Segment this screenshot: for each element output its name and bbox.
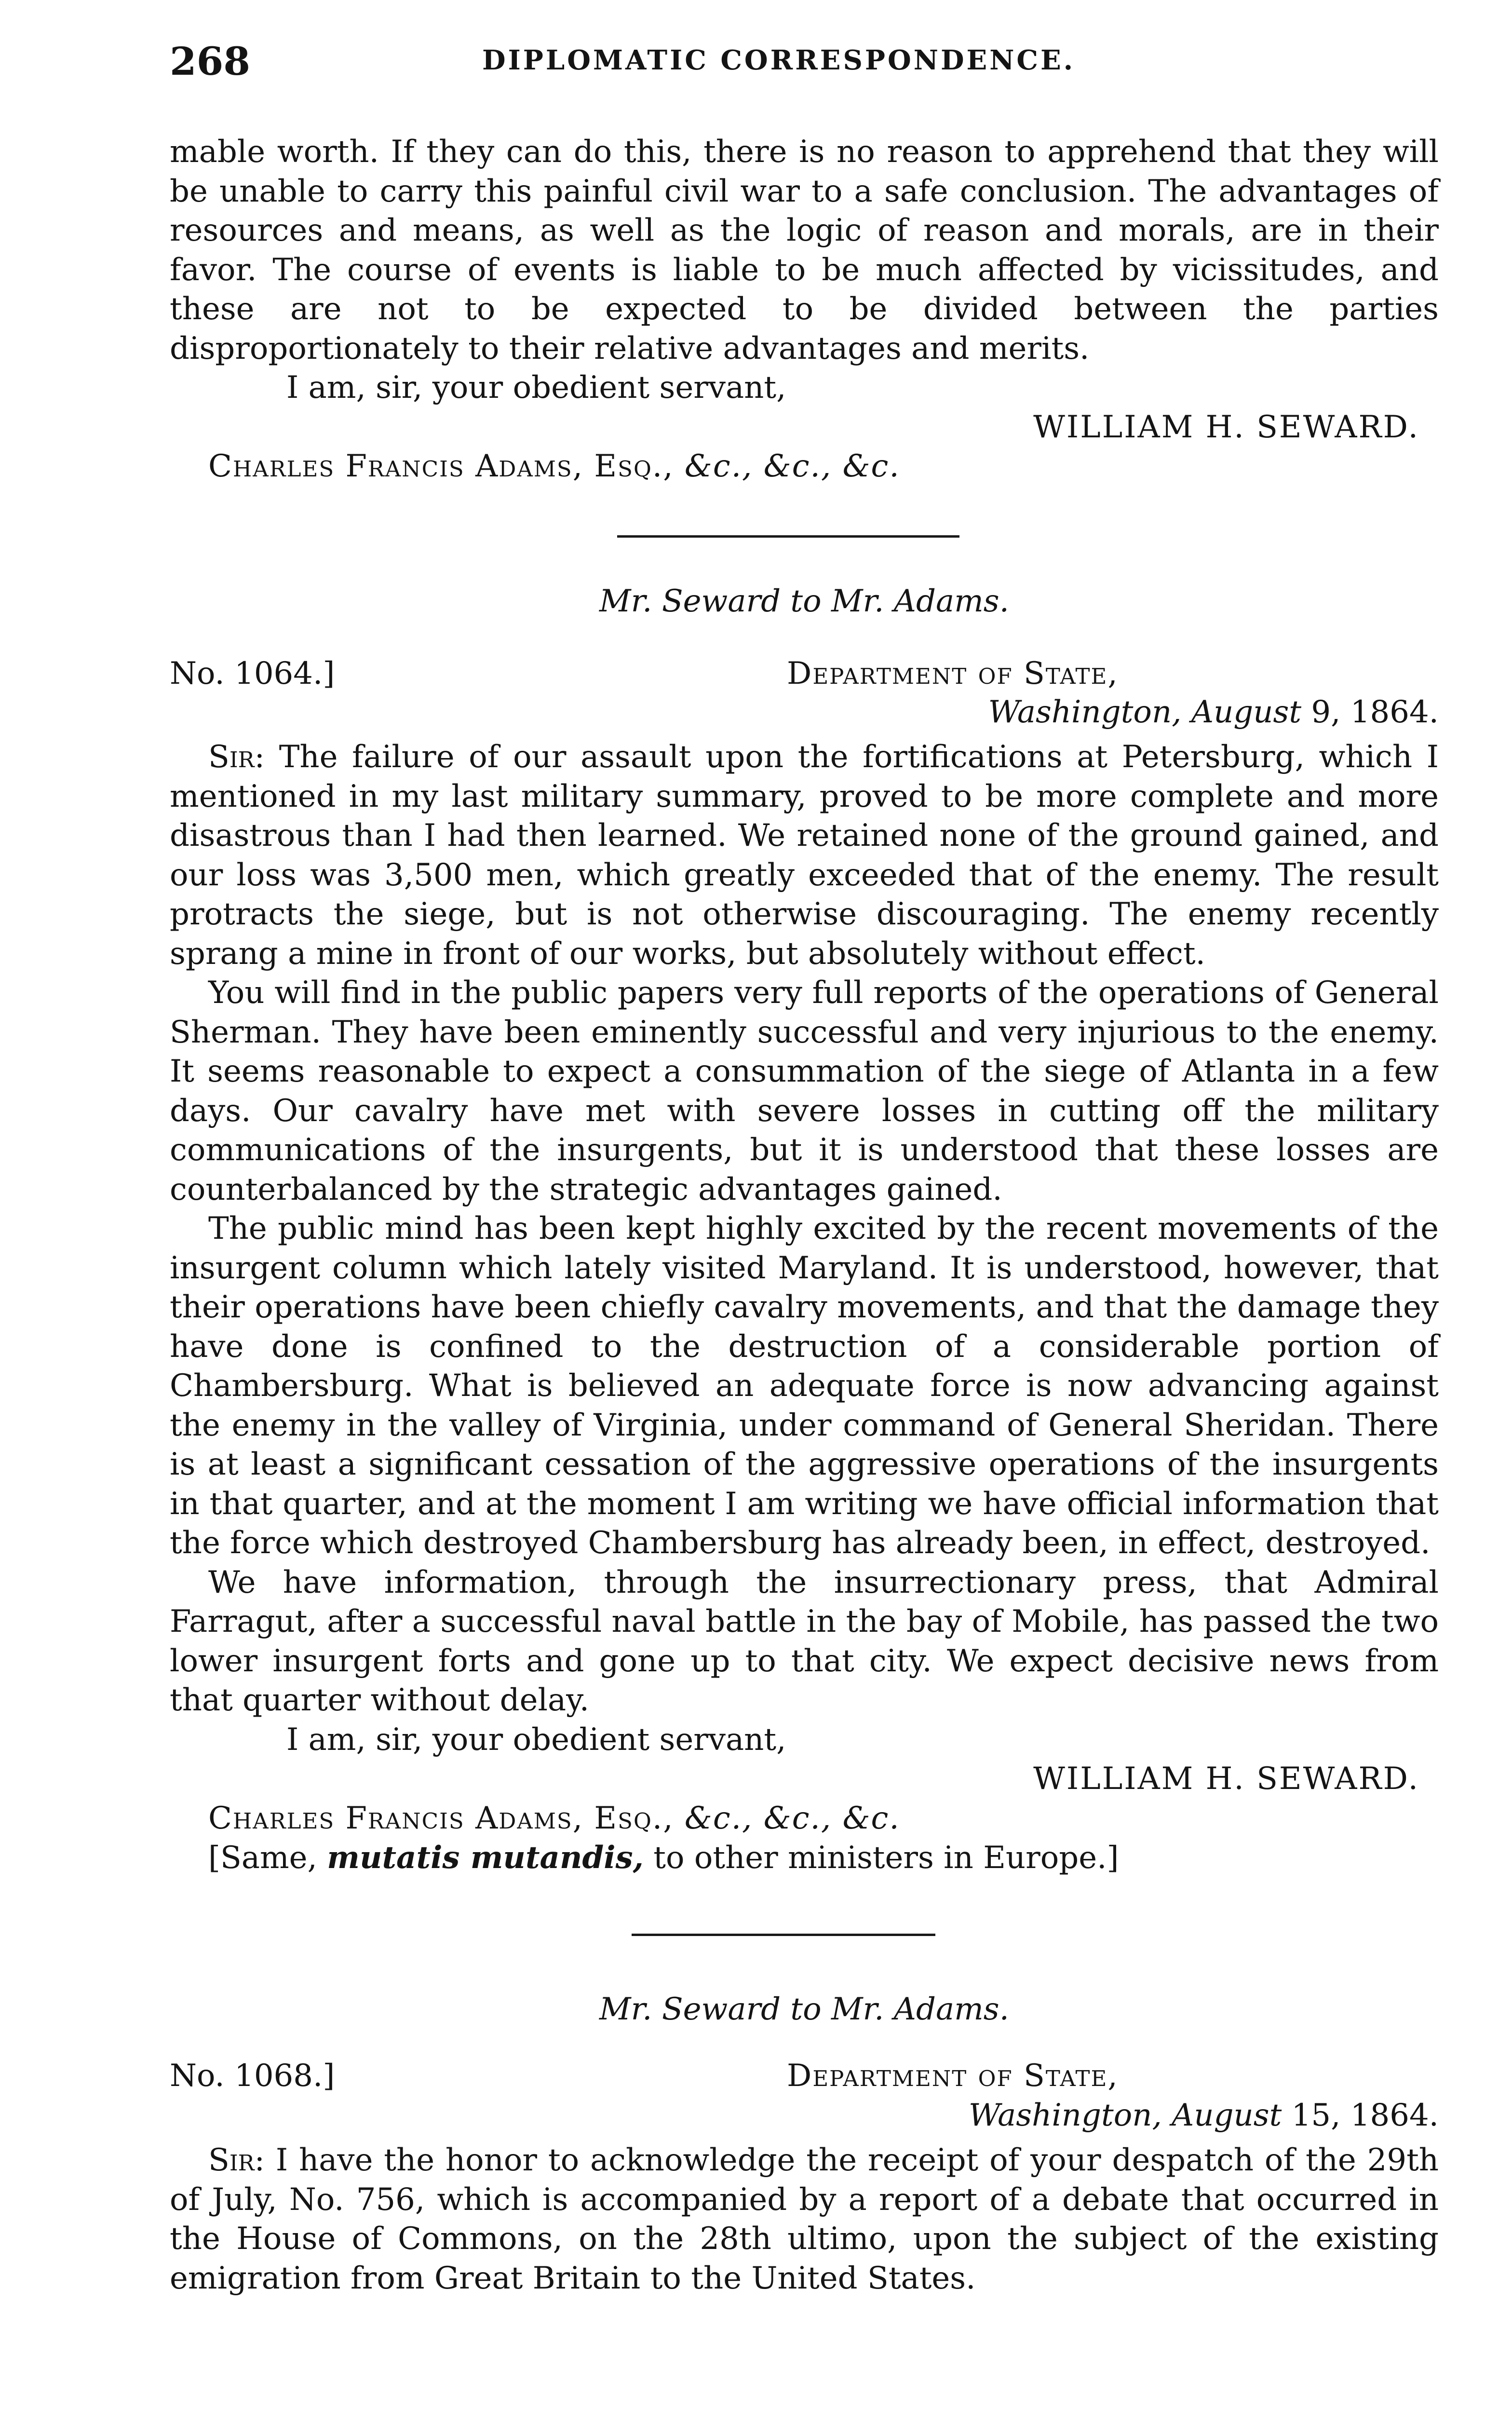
dateline-day-year: 9, 1864. [1311, 694, 1439, 730]
dateline-day-year: 15, 1864. [1291, 2098, 1439, 2133]
signature: WILLIAM H. SEWARD. [1033, 409, 1419, 445]
signature: WILLIAM H. SEWARD. [1033, 1761, 1419, 1797]
addressee-etc: &c., &c., &c. [684, 1800, 900, 1836]
salutation: Sir: [208, 739, 265, 775]
paragraph-text: I have the honor to acknowledge the receipt of your despatch of the 29th of July, No. 756, which is accompanied by a report of a debate that occurred in the House of Commons, on the 28th ultimo, upon the subject of the existing emigration from Great Britain to the United States. [170, 2142, 1439, 2296]
addressee-name: Charles Francis Adams, Esq., [208, 1800, 674, 1836]
letter-number: No. 1068.] [170, 2058, 335, 2094]
addressee-name: Charles Francis Adams, Esq., [208, 448, 674, 484]
dateline [170, 694, 1439, 734]
section-divider [617, 535, 959, 538]
editorial-note [170, 1838, 1439, 1878]
note-italic: mutatis mutandis, [327, 1840, 644, 1876]
letter-paragraph [170, 2141, 1439, 2298]
running-head: DIPLOMATIC CORRESPONDENCE. [482, 44, 1076, 76]
addressee [170, 1799, 1439, 1839]
section-divider [632, 1934, 935, 1936]
paragraph-text: The failure of our assault upon the fortifications at Petersburg, which I mentioned in my last military summary, proved to be more complete and more disastrous than I had then learned. We retained none of the ground gained, and our loss was 3,500 men, which greatly exceeded that of the enemy. The result protracts the siege, but is not otherwise discouraging. The enemy recently sprang a mine in front of our works, but absolutely without effect. [170, 739, 1439, 972]
letter-body [170, 738, 1439, 1878]
addressee-etc: &c., &c., &c. [684, 448, 900, 484]
page-number: 268 [170, 39, 250, 84]
department: Department of State, [787, 656, 1119, 691]
letter-paragraph [170, 738, 1439, 974]
closing-line: I am, sir, your obedient servant, [286, 1721, 786, 1758]
letter-paragraph: The public mind has been kept highly excited by the recent movements of the insurgent column which lately visited Maryland. It is understood, however, that their operations have been chiefly cavalry movements, and that the damage they have done is confined to the destruction of a considerable portion of Chambersburg. What is believed an adequate force is now advancing against the enemy in the valley of Virginia, under command of General Sheridan. There is at least a significant cessation of the aggressive operations of the insurgents in that quarter, and at the moment I am writing we have official information that the force which destroyed Chambersburg has already been, in effect, destroyed. [170, 1211, 1439, 1561]
dateline-place: Washington, [988, 694, 1182, 730]
dateline [170, 2098, 1439, 2137]
letter-heading: Mr. Seward to Mr. Adams. [599, 1991, 1009, 2027]
closing-line: I am, sir, your obedient servant, [286, 370, 786, 406]
letter-paragraph: You will find in the public papers very full reports of the operations of General Sherman. They have been eminently successful and very injurious to the enemy. It seems reasonable to expect a consummation of the siege of Atlanta in a few days. Our cavalry have met with severe losses in cutting off the military communications of the insurgents, but it is understood that these losses are counterbalanced by the strategic advantages gained. [170, 975, 1439, 1207]
letter-body [170, 2141, 1439, 2298]
dateline-month: August [1191, 694, 1302, 730]
addressee [170, 447, 1439, 487]
note-start: [Same, [208, 1840, 317, 1876]
letter-heading: Mr. Seward to Mr. Adams. [599, 583, 1009, 619]
letter-number-row [170, 2058, 1439, 2098]
dateline-place: Washington, [968, 2098, 1162, 2133]
note-end: to other ministers in Europe.] [653, 1840, 1119, 1876]
letter-number: No. 1064.] [170, 656, 335, 691]
department: Department of State, [787, 2058, 1119, 2094]
continuation-paragraph: mable worth. If they can do this, there is no reason to apprehend that they will be unable to carry this painful civil war to a safe conclusion. The advantages of resources and means, as well as the logic of reason and morals, are in their favor. The course of events is liable to be much affected by vicissitudes, and these are not to be expected to be divided between the parties disproportionately to their relative advantages and merits. [170, 134, 1439, 366]
previous-letter-continuation [170, 133, 1439, 487]
dateline-month: August [1172, 2098, 1282, 2133]
salutation: Sir: [208, 2142, 265, 2178]
page-header [0, 39, 1512, 92]
letter-paragraph: We have information, through the insurrectionary press, that Admiral Farragut, after a successful naval battle in the bay of Mobile, has passed the two lower insurgent forts and gone up to that city. We expect decisive news from that quarter without delay. [170, 1564, 1439, 1718]
letter-number-row [170, 656, 1439, 695]
